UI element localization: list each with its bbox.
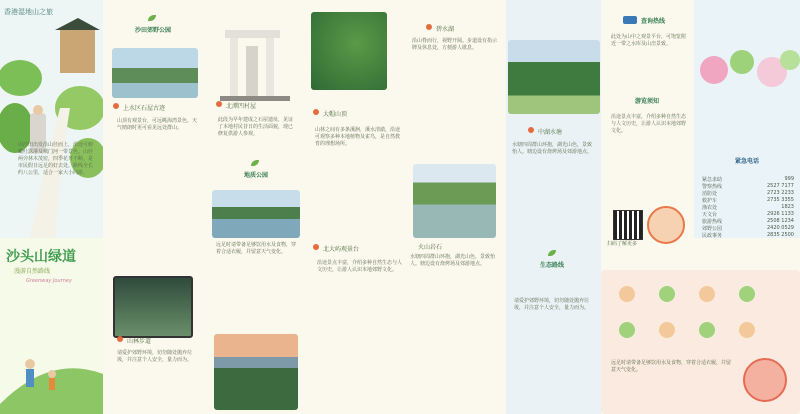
pin-icon — [313, 109, 319, 115]
pin-icon — [426, 24, 432, 30]
caption-3: 大帽山顶 — [323, 111, 348, 118]
paragraph-6-repeat: 水塘四周群山环抱，湖光山色，景致怡人。塘边设有烧烤场及郊游地点。 — [410, 254, 496, 267]
qr-label: 扫码了解更多 — [607, 241, 638, 247]
pin-icon — [528, 127, 534, 133]
cover-paragraph: 由沙田出发沿山径而上，沿途可俯瞰吐露港及城门河一带景色。山径两旁林木茂密，四季花开不断，是市民假日远足的好去处。路线全长约八公里，适合一家大小同游。 — [18, 142, 94, 176]
photo-reservoir — [212, 190, 300, 238]
caption-1: 上水区石屋古迹 — [123, 105, 166, 112]
cover-bottom-title: 沙头山绿道 — [6, 249, 76, 265]
contact-row — [702, 211, 794, 218]
photo-harbour — [112, 48, 198, 98]
cover-bottom-panel — [0, 238, 103, 414]
panel-rules — [601, 270, 800, 414]
contact-name: 郊野公园 — [702, 226, 723, 232]
photo-valley — [413, 164, 496, 238]
pin-icon — [113, 103, 119, 109]
cover-title: 香港湿地山之旅 — [4, 8, 53, 16]
paragraph-5: 沿山脊而行，视野开阔。步道设有指示牌及休息处，方便游人歇息。 — [412, 38, 498, 51]
badge-geo — [226, 158, 286, 184]
contact-name: 紧急求助 — [702, 177, 723, 183]
cover-top-panel — [0, 0, 103, 238]
paragraph-6: 水塘四周群山环抱，湖光山色，景致怡人。塘边设有烧烤场及郊游地点。 — [512, 142, 593, 155]
badge-nature-label: 沙田郊野公园 — [134, 27, 171, 34]
contact-num: 2723 2233 — [766, 190, 794, 196]
mascot — [743, 358, 787, 402]
contact-num: 1823 — [781, 204, 794, 210]
paragraph-4: 山林之间有多条溪涧，溪水清澈，沿途可观察多种本地植物及雀鸟，是自然教育的理想场所。 — [315, 127, 401, 147]
contact-name: 救护车 — [702, 198, 718, 204]
paragraph-10: 远足时请带备足够饮用水及食物，穿着合适衣履，并留意天气变化。 — [216, 242, 297, 255]
contact-title-label: 紧急电话 — [734, 158, 759, 165]
contact-num: 999 — [784, 176, 794, 182]
contact-num: 2926 1133 — [766, 211, 794, 217]
contact-name: 消防处 — [702, 191, 718, 197]
panel-history — [103, 0, 208, 238]
panel-bottom-4 — [303, 238, 408, 414]
panel-geo — [208, 0, 303, 238]
phone-icon — [623, 16, 637, 24]
panel-ecology — [303, 0, 408, 238]
badge-ecology-label: 生态路线 — [539, 262, 564, 269]
contact-num: 2735 3355 — [766, 197, 794, 203]
contact-num: 2835 2500 — [766, 232, 794, 238]
pin-icon — [313, 244, 319, 250]
contact-row — [702, 197, 794, 204]
contact-num: 2527 7177 — [766, 183, 794, 189]
paragraph-10-repeat: 远足时请带备足够饮用水及食物，穿着合适衣履，并留意天气变化。 — [611, 360, 732, 373]
qr-box[interactable] — [607, 204, 689, 248]
contact-name: 天文台 — [702, 212, 718, 218]
contact-name: 旅游热线 — [702, 219, 723, 225]
leaf-icon — [148, 15, 156, 21]
contact-row — [702, 218, 794, 225]
contact-row — [702, 176, 794, 183]
caption-2: 北潭凹村屋 — [226, 103, 257, 110]
panel-bottom-5 — [408, 238, 506, 414]
contact-title — [706, 156, 788, 166]
panel-bottom-3 — [208, 238, 303, 414]
photo-city — [214, 334, 298, 410]
cover-bottom-subtitle: 漫游自然路线 — [14, 268, 51, 275]
rules-icons — [607, 280, 797, 360]
paragraph-3: 此段为早年建成之石屋遗址，见证了本地村民昔日的生活面貌，现已修复供游人参观。 — [218, 117, 294, 137]
paragraph-9: 请爱护郊野环境，切勿随处抛弃垃圾，并注意个人安全，量力而为。 — [117, 350, 193, 363]
photo-forest — [311, 12, 387, 90]
leaf-icon — [251, 160, 259, 166]
contact-row — [702, 204, 794, 211]
cover-bottom-script: Greenway Journey — [26, 278, 72, 284]
paragraph-7: 此处为山中之观景平台，可饱览附近一带之水库及山峦景致。 — [611, 34, 687, 47]
caption-5: 中湖水塘 — [538, 129, 563, 136]
badge-tips — [617, 96, 677, 110]
contact-row — [702, 225, 794, 232]
badge-geo-label: 地质公园 — [243, 172, 268, 179]
caption-7: 北大屿观景台 — [323, 246, 360, 253]
panel-contacts — [694, 0, 800, 238]
badge-nature — [123, 13, 183, 39]
paragraph-8: 沿途景点丰富，介绍多种自然生态与人文历史，让游人认识本地郊野文化。 — [611, 114, 687, 134]
mascot-badge — [647, 206, 685, 244]
contact-name: 渔农处 — [702, 205, 718, 211]
paragraph-2: 山顶有观景台，可远眺海湾景色，天气晴朗时更可看见远处群山。 — [117, 118, 198, 131]
panel-trail — [408, 0, 506, 238]
panel-bottom-6 — [506, 238, 601, 414]
hotline-label: 查询热线 — [641, 18, 666, 25]
badge-ecology — [520, 248, 584, 274]
pin-icon — [117, 336, 123, 342]
contact-name: 民政事务 — [702, 233, 723, 239]
pin-icon — [216, 101, 222, 107]
contact-name: 警察热线 — [702, 184, 723, 190]
panel-info — [601, 0, 694, 247]
caption-4: 碧水湖 — [436, 26, 455, 33]
paragraph-8-repeat: 沿途景点丰富，介绍多种自然生态与人文历史，让游人认识本地郊野文化。 — [317, 260, 403, 273]
panel-bottom-2 — [103, 238, 208, 414]
photo-shelter — [113, 276, 193, 338]
hikers-illustration — [0, 294, 103, 414]
contact-num: 2420 0529 — [766, 225, 794, 231]
photo-park — [508, 40, 600, 114]
contact-row — [702, 183, 794, 190]
contact-row — [702, 190, 794, 197]
flower-illustration — [694, 0, 800, 90]
panel-lake — [506, 0, 601, 238]
contact-row — [702, 232, 794, 239]
paragraph-9-repeat: 请爱护郊野环境，切勿随处抛弃垃圾，并注意个人安全，量力而为。 — [514, 298, 590, 311]
qr-code[interactable] — [613, 210, 643, 240]
caption-6: 山林步道 — [127, 338, 152, 345]
pavilion-illustration — [220, 22, 290, 102]
contact-list — [702, 176, 794, 239]
contact-num: 2508 1234 — [766, 218, 794, 224]
leaf-icon — [548, 250, 556, 256]
caption-8: 火山岩石 — [418, 244, 443, 251]
badge-tips-label: 游览须知 — [634, 98, 659, 105]
